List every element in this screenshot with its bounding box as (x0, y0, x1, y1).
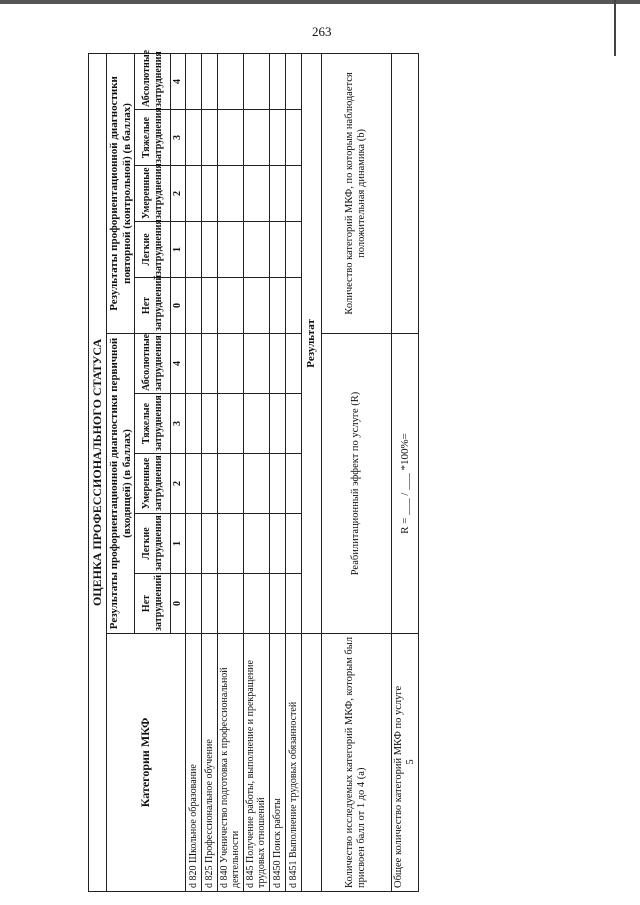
repeat-score-number: 0 (171, 278, 186, 334)
scan-edge-top (0, 0, 640, 4)
repeat-score-label: Тяжелые затруднения (135, 110, 171, 166)
primary-score-label: Легкие затруднения (135, 514, 171, 574)
scan-edge-right (614, 0, 616, 56)
repeat-score-label: Нет затруднений (135, 278, 171, 334)
primary-score-number: 1 (171, 514, 186, 574)
primary-score-number: 4 (171, 334, 186, 394)
category-cell: d 825 Профессиональное обучение (201, 634, 217, 892)
table-title: ОЦЕНКА ПРОФЕССИОНАЛЬНОГО СТАТУСА (89, 53, 107, 891)
page-number: 263 (312, 24, 332, 39)
primary-score-number: 0 (171, 574, 186, 634)
category-header: Категории МКФ (107, 634, 186, 892)
primary-score-number: 3 (171, 394, 186, 454)
repeat-score-label: Умеренные затруднения (135, 166, 171, 222)
primary-diagnostics-header: Результаты профориентационной диагностики первичной (входящей) (в баллах) (107, 334, 135, 634)
primary-score-label: Тяжелые затруднения (135, 394, 171, 454)
repeat-score-label: Легкие затруднения (135, 222, 171, 278)
table-row (185, 53, 201, 891)
category-cell: d 845 Получение работы, выполнение и прекращение трудовых отношений (243, 634, 269, 892)
category-cell: d 8451 Выполнение трудовых обязанностей (285, 634, 301, 892)
total-categories-cell (391, 634, 418, 892)
repeat-score-number: 4 (171, 53, 186, 109)
category-cell: d 820 Школьное образование (185, 634, 201, 892)
formula-blank-cell (391, 53, 418, 333)
table-row (269, 53, 285, 891)
primary-score-label: Нет затруднений (135, 574, 171, 634)
count-b-label: Количество категорий МКФ, по которым наблюдается положительная динамика (b) (321, 53, 391, 333)
professional-status-table (88, 49, 419, 892)
primary-score-number: 2 (171, 454, 186, 514)
effect-r-label: Реабилитационный эффект по услуге (R) (321, 334, 391, 634)
result-label: Результат (301, 53, 321, 633)
repeat-score-label: Абсолютные затруднения (135, 53, 171, 109)
count-a-label: Количество исследуемых категорий МКФ, которым был присвоен балл от 1 до 4 (a) (321, 634, 391, 892)
repeat-score-number: 1 (171, 222, 186, 278)
repeat-score-number: 2 (171, 166, 186, 222)
primary-score-label: Умеренные затруднения (135, 454, 171, 514)
repeat-diagnostics-header: Результаты профориентационной диагностики повторной (контрольной) (в баллах) (107, 53, 135, 333)
result-blank-cell (301, 634, 321, 892)
table-row (201, 53, 217, 891)
category-cell: d 840 Ученичество подготовка к профессиональной деятельности (217, 634, 243, 892)
total-categories-value: 5 (404, 759, 416, 765)
table-row (285, 53, 301, 891)
rotated-table-inner (88, 49, 416, 892)
table-row (243, 53, 269, 891)
total-categories-label: Общее количество категорий МКФ по услуге (392, 685, 404, 888)
table-row (217, 53, 243, 891)
primary-score-label: Абсолютные затруднения (135, 334, 171, 394)
category-cell: d 8450 Поиск работы (269, 634, 285, 892)
repeat-score-number: 3 (171, 110, 186, 166)
r-formula: R = ___ / ___ *100%= (391, 334, 418, 634)
